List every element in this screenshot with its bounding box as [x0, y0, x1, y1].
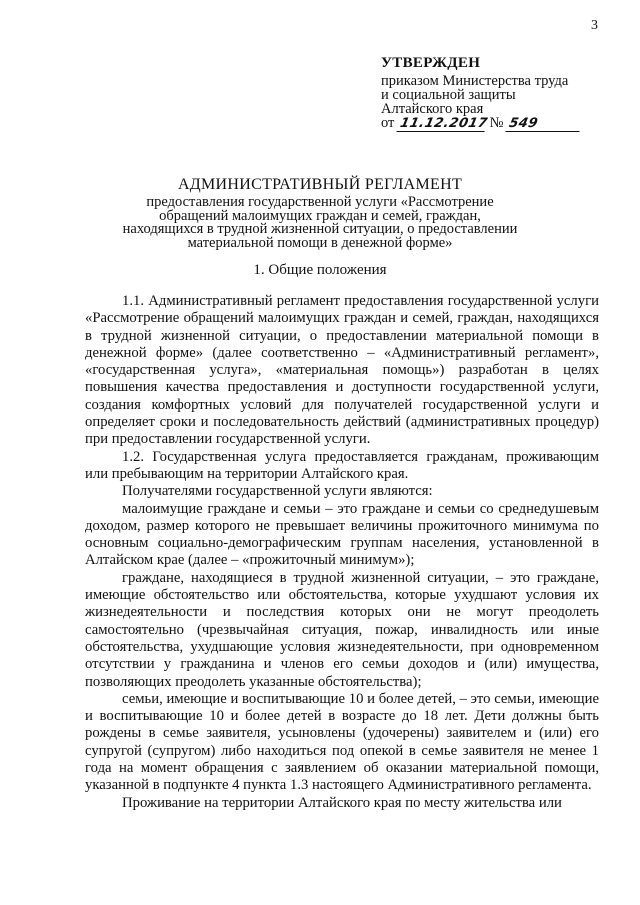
- document-subtitle: предоставления государственной услуги «Рассмотрение обращений малоимущих граждан и семей, граждан, находящихся в трудной жизненной ситуации, о предоставлении материальной помощи в денежной форме»: [122, 194, 518, 251]
- paragraph: Получателями государственной услуги являются:: [122, 483, 433, 500]
- number-prefix: №: [489, 115, 504, 131]
- approval-line-2: и социальной защиты: [381, 87, 516, 103]
- document-title: АДМИНИСТРАТИВНЫЙ РЕГЛАМЕНТ: [177, 176, 463, 193]
- approval-heading: УТВЕРЖДЕН: [381, 55, 481, 71]
- approval-line-1: приказом Министерства труда: [381, 73, 569, 89]
- approval-block: [381, 56, 621, 132]
- section-heading: 1. Общие положения: [253, 262, 387, 278]
- paragraph: граждане, находящиеся в трудной жизненной ситуации, – это граждане, имеющие обстоятельство или обстоятельства, которые ухудшают условия их жизнедеятельности и последствия которых они не могут преодолеть самостоятельно (чрезвычайная ситуация, пожар, инвалидность или иные обстоятельства, ухудшающие условия жизнедеятельности, при одновременном отсутствии у гражданина и членов его семьи доходов и (или) имущества, позволяющих преодолеть указанные обстоятельства);: [85, 569, 599, 690]
- approval-date-number-line: [381, 116, 621, 132]
- paragraph: малоимущие граждане и семьи – это граждане и семьи со среднедушевым доходом, размер которого не превышает величины прожиточного минимума по основным социально-демографическим группам населения, установленной в Алтайском крае (далее – «прожиточный минимум»);: [85, 500, 599, 569]
- document-title-block: [0, 176, 640, 250]
- paragraph: Проживание на территории Алтайского края по месту жительства или: [122, 794, 562, 811]
- handwritten-date: 11.12.2017: [396, 117, 487, 132]
- paragraph: 1.2. Государственная услуга предоставляется гражданам, проживающим или пребывающим на территории Алтайского края.: [85, 448, 599, 482]
- body-text: [85, 293, 599, 812]
- paragraph: семьи, имеющие и воспитывающие 10 и более детей, – это семьи, имеющие и воспитывающие 10 и более детей в возрасте до 18 лет. Дети должны быть рождены в семье заявителя, усыновлены (удочерены) заявителем и (или) его супругой (супругом) либо находиться под опекой в семье заявителя не менее 1 года на момент обращения с заявлением об оказании материальной помощи, указанной в подпункте 4 пункта 1.3 настоящего Административного регламента.: [85, 690, 599, 794]
- page-number: 3: [591, 18, 598, 33]
- approval-line-3: Алтайского края: [381, 101, 484, 117]
- handwritten-number: 549: [506, 117, 583, 132]
- date-prefix: от: [381, 115, 395, 131]
- paragraph: 1.1. Административный регламент предоставления государственной услуги «Рассмотрение обращений малоимущих граждан и семей, граждан, находящихся в трудной жизненной ситуации, о предоставлении материальной помощи в денежной форме» (далее соответственно – «Административный регламент», «государственная услуга», «материальная помощь») разработан в целях повышения качества предоставления и доступности государственной услуги, создания комфортных условий для получателей государственной услуги и определяет сроки и последовательность действий (административных процедур) при предоставлении государственной услуги.: [85, 293, 599, 448]
